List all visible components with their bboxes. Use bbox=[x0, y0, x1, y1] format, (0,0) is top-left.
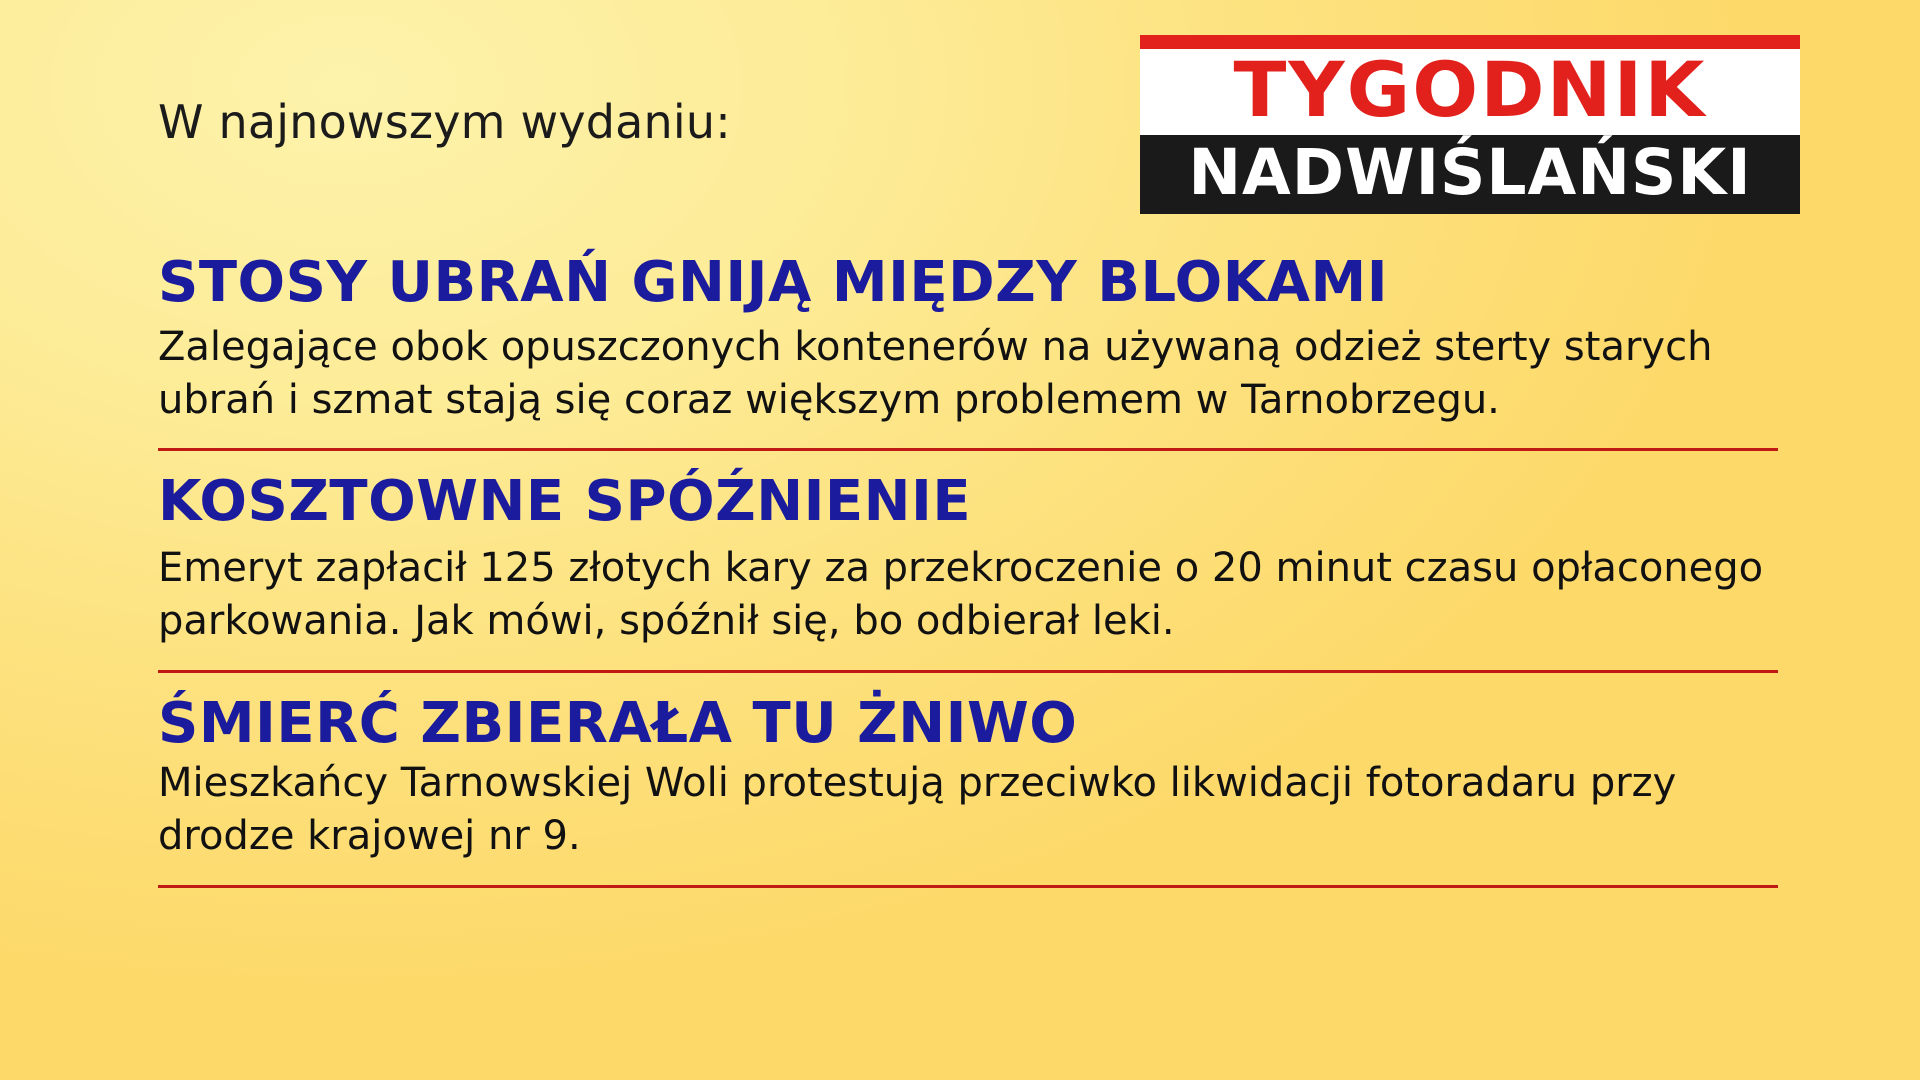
article-headline: ŚMIERĆ ZBIERAŁA TU ŻNIWO bbox=[158, 690, 1078, 756]
article-item bbox=[158, 690, 1798, 867]
article-lead: Mieszkańcy Tarnowskiej Woli protestują przeciwko likwidacji fotoradaru przy drodze krajowej nr 9. bbox=[158, 760, 1677, 860]
logo-top-band bbox=[1140, 35, 1800, 135]
article-lead: Emeryt zapłacił 125 złotych kary za przekroczenie o 20 minut czasu opłaconego parkowania. Jak mówi, spóźnił się, bo odbierał leki. bbox=[158, 545, 1764, 644]
divider bbox=[158, 670, 1778, 673]
divider bbox=[158, 448, 1778, 451]
intro-text: W najnowszym wydaniu: bbox=[158, 95, 731, 149]
article-item bbox=[158, 252, 1798, 430]
logo-bottom-word: NADWIŚLAŃSKI bbox=[1188, 136, 1752, 210]
article-list bbox=[158, 252, 1798, 908]
divider bbox=[158, 885, 1778, 888]
article-headline: STOSY UBRAŃ GNIJĄ MIĘDZY BLOKAMI bbox=[158, 250, 1389, 315]
logo-top-word: TYGODNIK bbox=[1233, 45, 1707, 134]
article-item bbox=[158, 471, 1798, 651]
article-headline: KOSZTOWNE SPÓŹNIENIE bbox=[158, 469, 972, 535]
article-lead: Zalegające obok opuszczonych kontenerów na używaną odzież sterty starych ubrań i szmat stają się coraz większym problemem w Tarnobrzegu. bbox=[158, 323, 1713, 423]
publication-logo bbox=[1140, 35, 1800, 214]
logo-bottom-band bbox=[1140, 135, 1800, 214]
